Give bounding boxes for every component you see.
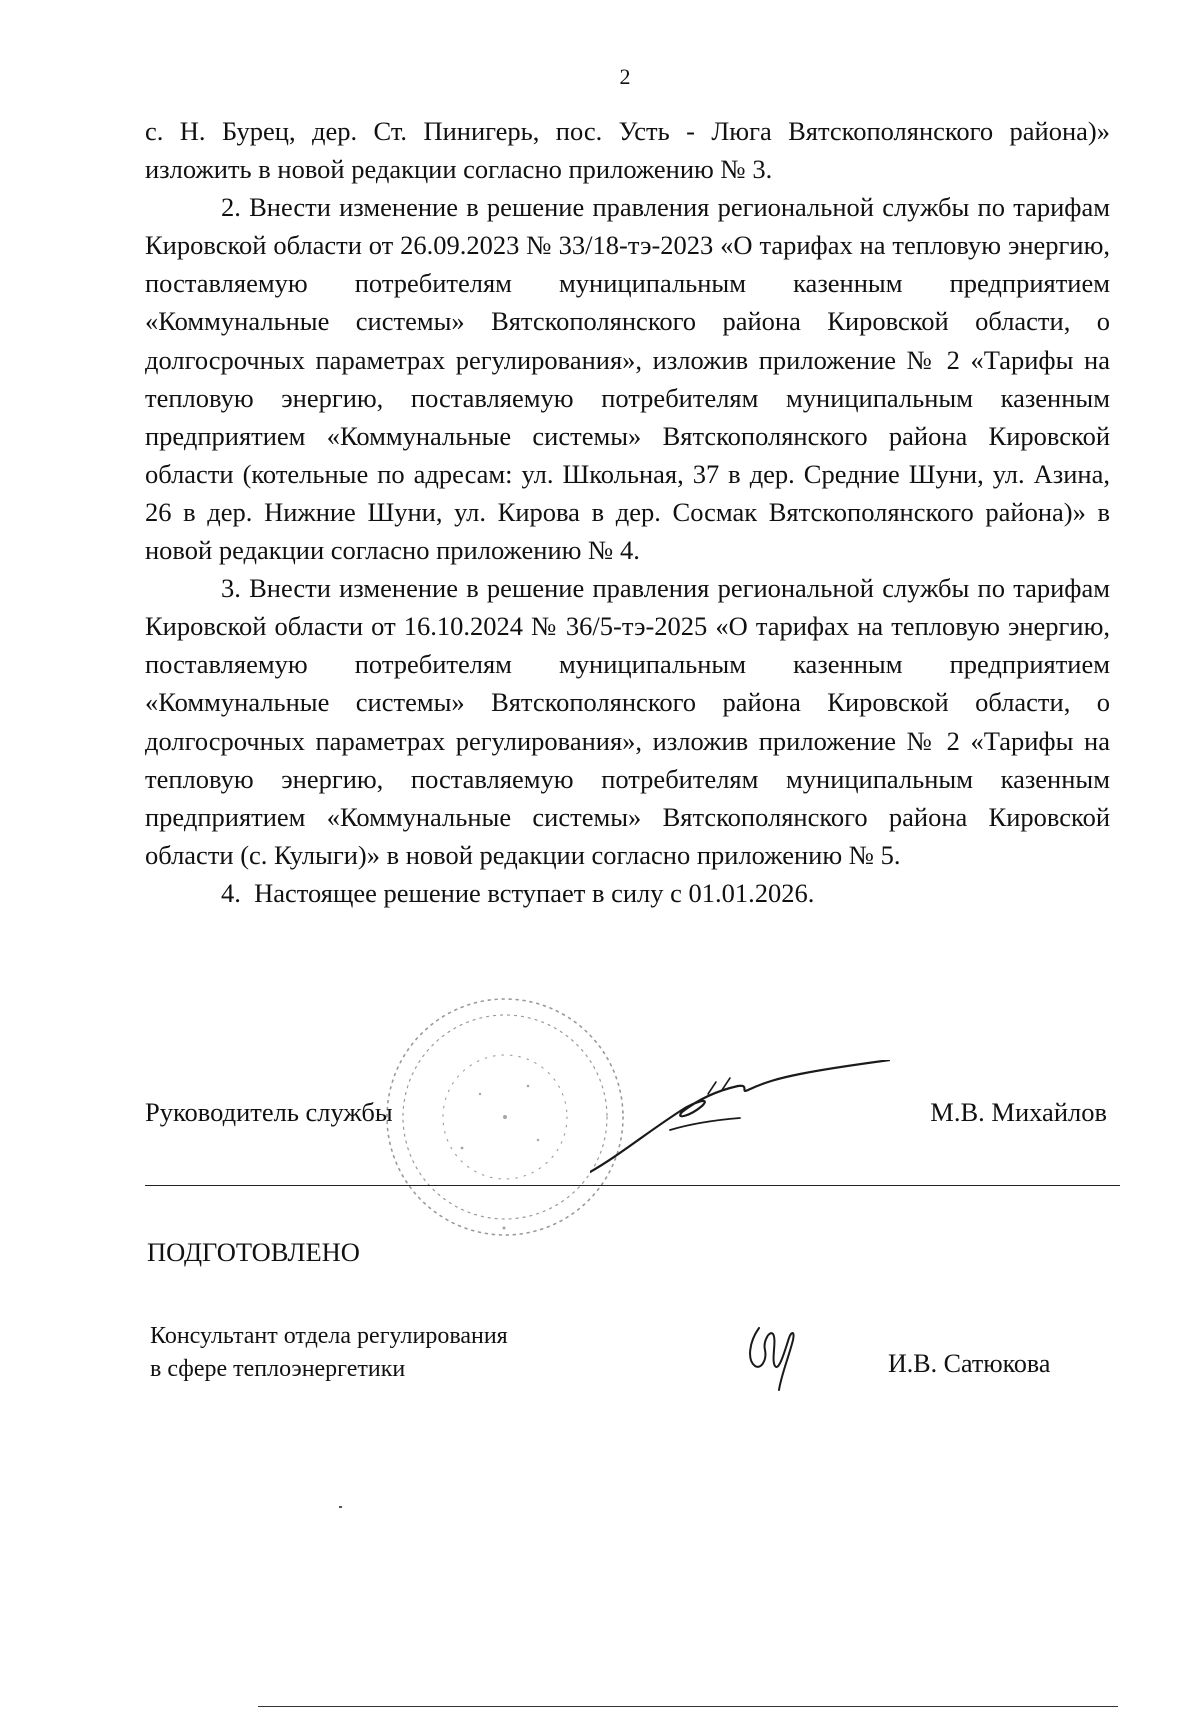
preparer-position-line-2: в сфере теплоэнергетики [150,1356,406,1382]
signature-divider [145,1185,1120,1186]
scan-speck [339,1506,342,1508]
page-number: 2 [619,64,631,89]
document-body [145,112,1110,912]
signature-position: Руководитель службы [145,1097,393,1127]
footer-rule [258,1706,1118,1707]
preparer-position-line-1: Консультант отдела регулирования [150,1323,508,1349]
paragraph-item-4: 4. Настоящее решение вступает в силу с 01.01.2026. [221,877,815,908]
signatory-name: М.В. Михайлов [930,1097,1107,1127]
signature-image [590,1060,890,1180]
preparer-name: И.В. Сатюкова [888,1349,1051,1378]
prepared-heading: ПОДГОТОВЛЕНО [147,1237,360,1267]
paragraph-item-2: 2. Внести изменение в решение правления региональной службы по тарифам Кировской области от 26.09.2023 № 33/18-тэ-2023 «О тарифах на тепловую энергию, поставляемую потребителям муниципальным казенным предприятием «Коммунальные системы» Вятскополянского района Кировской области, о долгосрочных параметрах регулирования», изложив приложение № 2 «Тарифы на тепловую энергию, поставляемую потребителям муниципальным казенным предприятием «Коммунальные системы» Вятскополянского района Кировской области (котельные по адресам: ул. Школьная, 37 в дер. Средние Шуни, ул. Азина, 26 в дер. Нижние Шуни, ул. Кирова в дер. Сосмак Вятскополянского района)» в новой редакции согласно приложению № 4. [145,192,1110,566]
paragraph-item-3: 3. Внести изменение в решение правления региональной службы по тарифам Кировской области от 16.10.2024 № 36/5-тэ-2025 «О тарифах на тепловую энергию, поставляемую потребителям муниципальным казенным предприятием «Коммунальные системы» Вятскополянского района Кировской области, о долгосрочных параметрах регулирования», изложив приложение № 2 «Тарифы на тепловую энергию, поставляемую потребителям муниципальным казенным предприятием «Коммунальные системы» Вятскополянского района Кировской области (с. Кулыги)» в новой редакции согласно приложению № 5. [145,573,1110,870]
preparer-signature-image [745,1320,805,1392]
paragraph-continuation: с. Н. Бурец, дер. Ст. Пинигерь, пос. Усть - Люга Вятскополянского района)» изложить в новой редакции согласно приложению № 3. [145,116,1110,185]
